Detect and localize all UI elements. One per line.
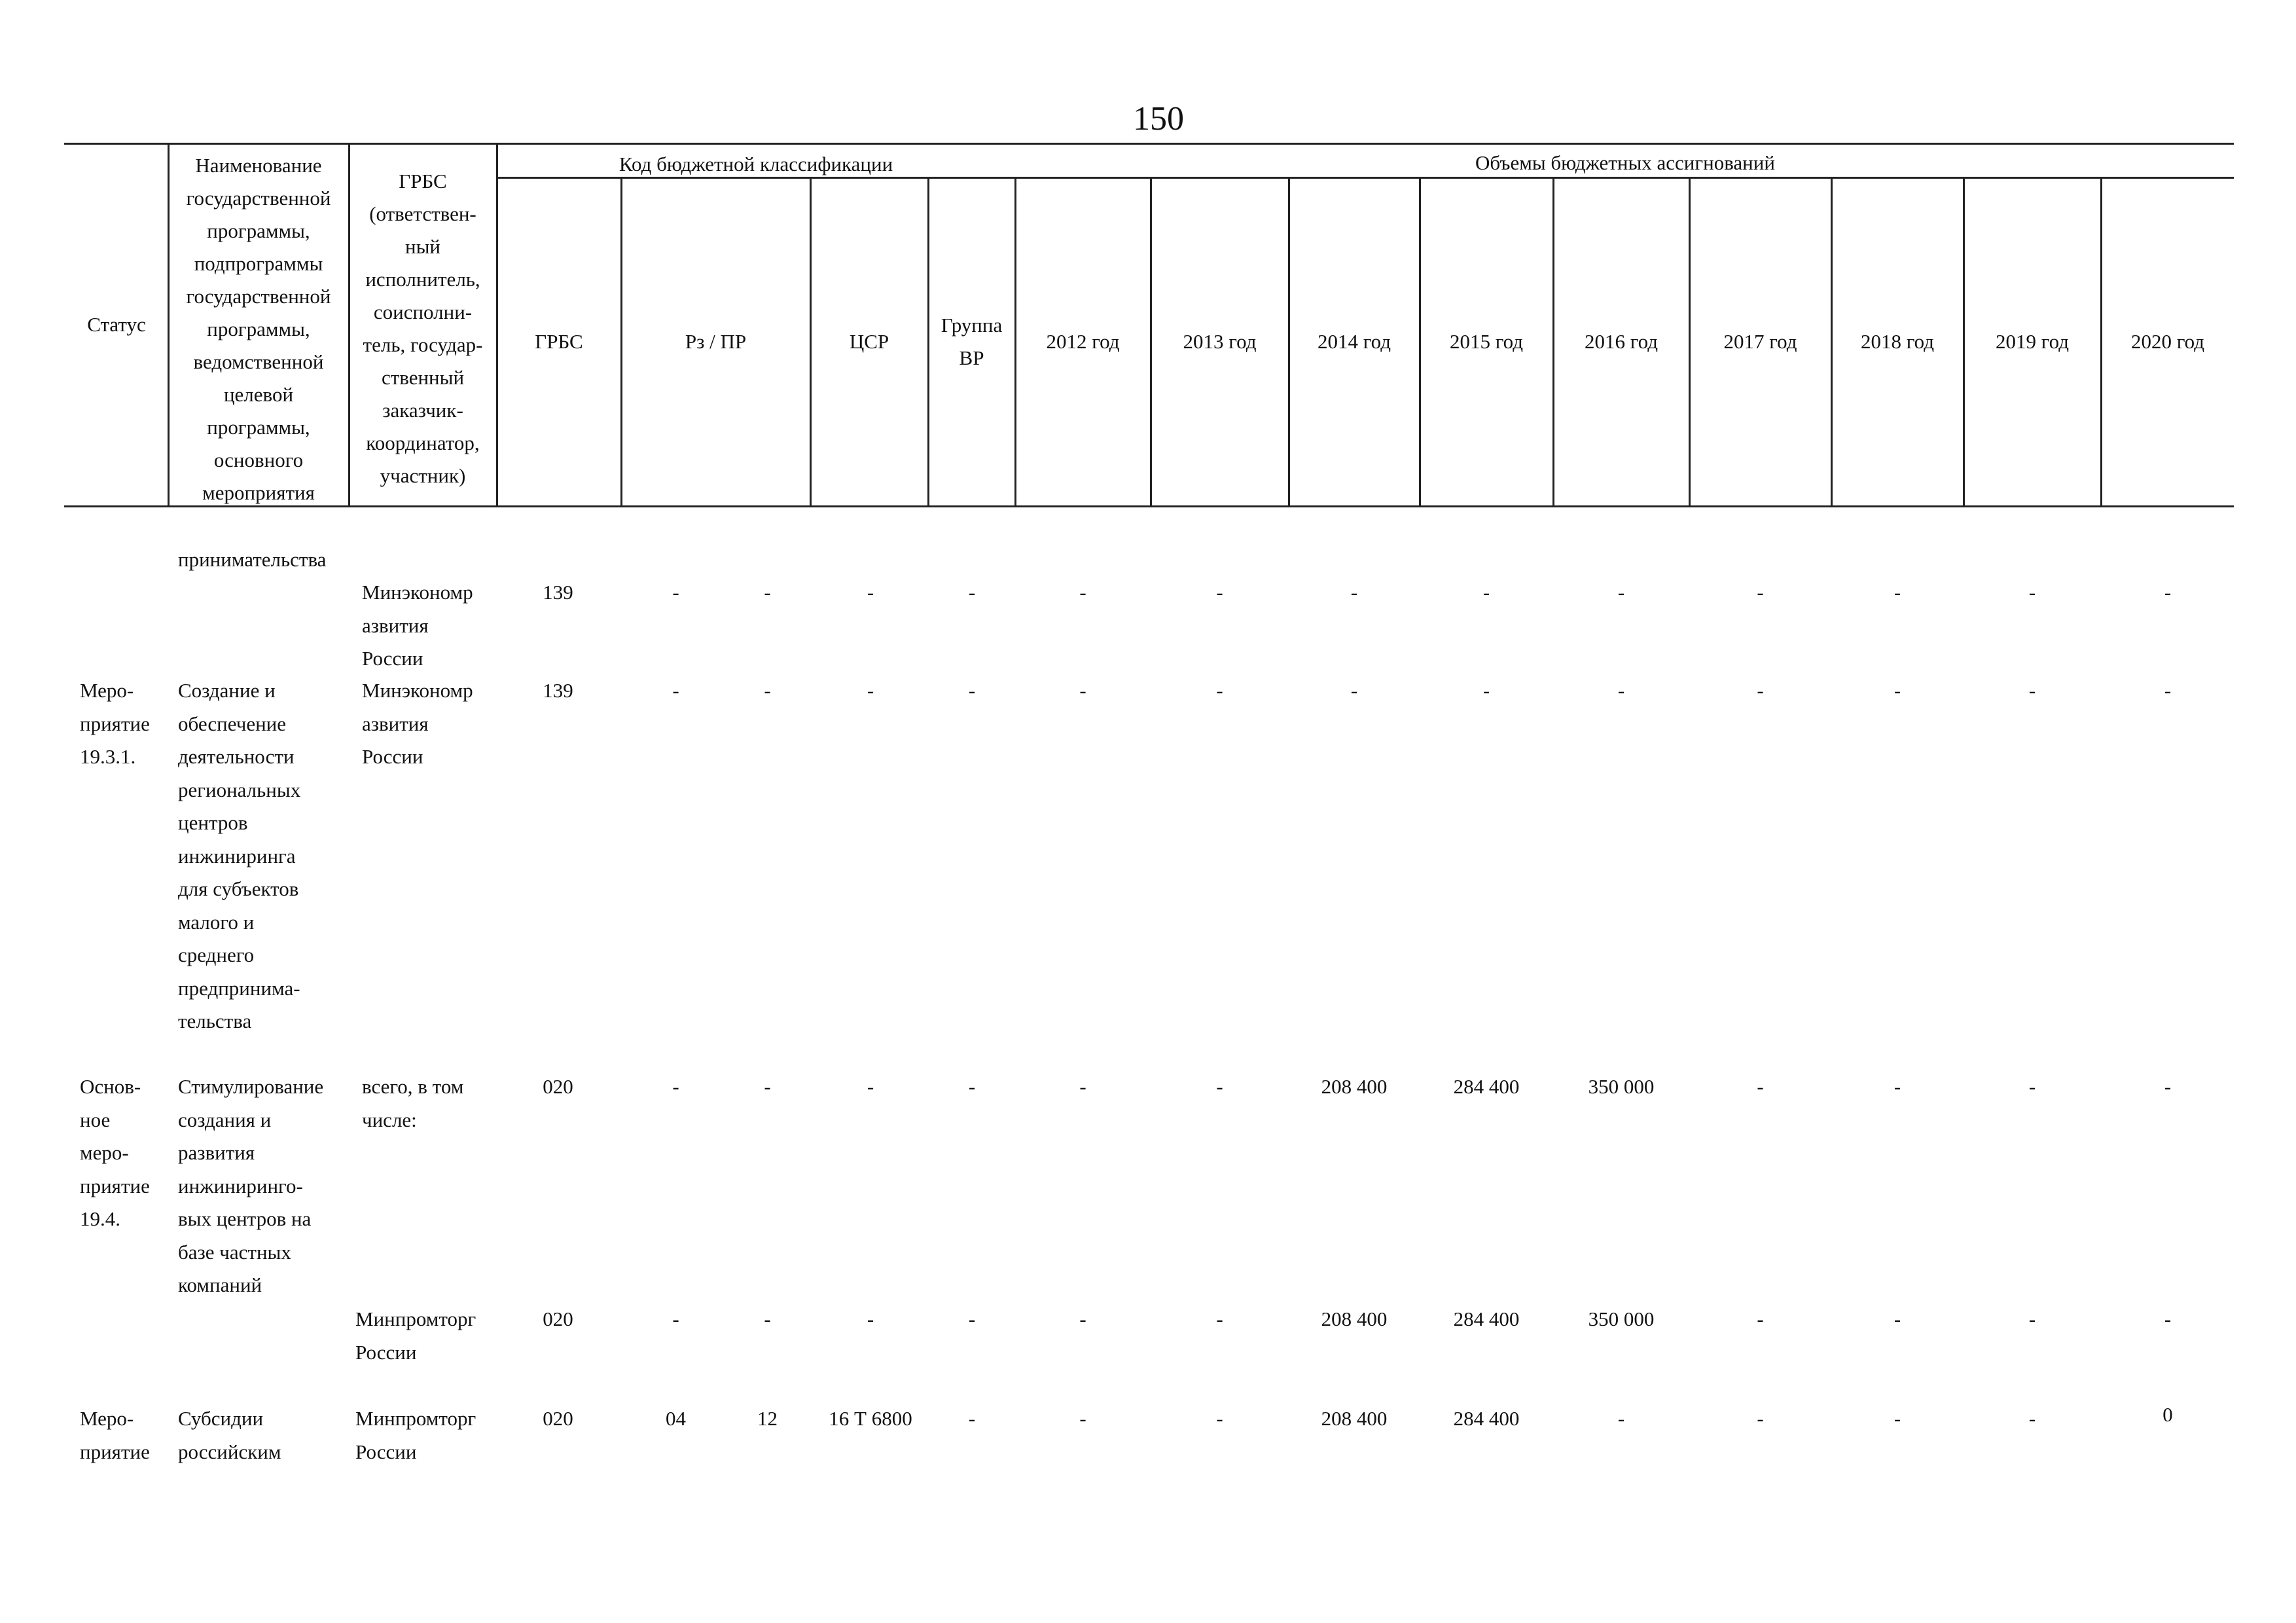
header-year: 2013 год bbox=[1183, 330, 1257, 353]
row-year-value: - bbox=[1617, 581, 1625, 604]
header-year: 2014 год bbox=[1317, 330, 1391, 353]
row-year-value: 350 000 bbox=[1588, 1307, 1655, 1330]
row-year-value: - bbox=[1079, 1407, 1086, 1430]
row-grbs: 139 bbox=[543, 581, 573, 604]
row-name: Создание и обеспечение деятельности региональных центров инжиниринга для субъектов малого и среднего предпринима- тельства bbox=[178, 679, 301, 1032]
header-name: Наименование государственной программы, подпрограммы государственной программы, ведомственной целевой программы, основного мероприятия bbox=[186, 154, 331, 504]
row-status: Меро- приятие 19.3.1. bbox=[80, 679, 150, 768]
row-year-value: 0 bbox=[2162, 1403, 2173, 1426]
row-year-value: - bbox=[1482, 581, 1490, 604]
row-year-value: - bbox=[2028, 1407, 2036, 1430]
row-pr: - bbox=[764, 1075, 771, 1098]
row-year-value: - bbox=[1893, 581, 1901, 604]
header-status: Статус bbox=[87, 313, 146, 336]
row-year-value: - bbox=[1216, 1075, 1223, 1098]
row-name: Субсидии российским bbox=[178, 1407, 281, 1463]
row-year-value: - bbox=[1350, 679, 1358, 702]
row-status: Основ- ное меро- приятие 19.4. bbox=[80, 1075, 150, 1230]
row-vr: - bbox=[968, 1075, 976, 1098]
row-year-value: - bbox=[1757, 1407, 1764, 1430]
header-group-code: Код бюджетной классификации bbox=[619, 153, 893, 175]
row-year-value: - bbox=[1079, 679, 1086, 702]
row-year-value: - bbox=[1216, 1407, 1223, 1430]
row-year-value: - bbox=[1757, 581, 1764, 604]
header-year: 2019 год bbox=[1995, 330, 2070, 353]
row-csr: - bbox=[867, 1075, 874, 1098]
row-year-value: 350 000 bbox=[1588, 1075, 1655, 1098]
row-grbs: 020 bbox=[543, 1407, 573, 1430]
row-rz: - bbox=[672, 581, 679, 604]
row-year-value: - bbox=[1350, 581, 1358, 604]
row-pr: - bbox=[764, 581, 771, 604]
header-year: 2015 год bbox=[1449, 330, 1524, 353]
row-year-value: - bbox=[1893, 679, 1901, 702]
row-year-value: - bbox=[2028, 1075, 2036, 1098]
row-vr: - bbox=[968, 679, 976, 702]
header-col-vr: Группа ВР bbox=[941, 314, 1003, 369]
row-year-value: - bbox=[1757, 679, 1764, 702]
row-csr: - bbox=[867, 581, 874, 604]
row-year-value: - bbox=[1216, 1307, 1223, 1330]
row-year-value: - bbox=[1079, 1307, 1086, 1330]
row-year-value: - bbox=[1757, 1075, 1764, 1098]
row-year-value: - bbox=[2164, 581, 2172, 604]
header-grbs-role: ГРБС (ответствен- ный исполнитель, соисполни- тель, государ- ственный заказчик- координатор, участник) bbox=[363, 170, 483, 487]
row-year-value: 208 400 bbox=[1321, 1407, 1388, 1430]
row-year-value: - bbox=[1079, 1075, 1086, 1098]
row-year-value: - bbox=[1893, 1407, 1901, 1430]
row-csr: 16 Т 6800 bbox=[829, 1407, 912, 1430]
row-year-value: 284 400 bbox=[1453, 1407, 1520, 1430]
row-rz: - bbox=[672, 1307, 679, 1330]
row-year-value: - bbox=[1216, 679, 1223, 702]
row-year-value: 208 400 bbox=[1321, 1307, 1388, 1330]
row-rz: - bbox=[672, 1075, 679, 1098]
header-year: 2018 год bbox=[1860, 330, 1935, 353]
row-year-value: - bbox=[1893, 1075, 1901, 1098]
row-year-value: - bbox=[1617, 1407, 1625, 1430]
row-year-value: 284 400 bbox=[1453, 1307, 1520, 1330]
row-executor: Минпромторг России bbox=[355, 1307, 476, 1364]
header-col-rzpr: Рз / ПР bbox=[685, 330, 747, 353]
row-year-value: - bbox=[2028, 679, 2036, 702]
row-grbs: 139 bbox=[543, 679, 573, 702]
header-bottom-rule bbox=[64, 505, 2234, 507]
header-col-csr: ЦСР bbox=[849, 330, 889, 353]
row-year-value: - bbox=[2028, 1307, 2036, 1330]
row-pr: - bbox=[764, 679, 771, 702]
row-pr: 12 bbox=[757, 1407, 778, 1430]
header-year: 2020 год bbox=[2130, 330, 2205, 353]
row-year-value: - bbox=[1216, 581, 1223, 604]
row-executor: Минэкономр азвития России bbox=[362, 679, 473, 768]
row-csr: - bbox=[867, 1307, 874, 1330]
row-year-value: - bbox=[2164, 679, 2172, 702]
row-name: Стимулирование создания и развития инжиниринго- вых центров на базе частных компаний bbox=[178, 1075, 324, 1296]
row-csr: - bbox=[867, 679, 874, 702]
header-col-grbs: ГРБС bbox=[535, 330, 583, 353]
row-grbs: 020 bbox=[543, 1307, 573, 1330]
row-rz: 04 bbox=[666, 1407, 686, 1430]
header-year: 2016 год bbox=[1584, 330, 1659, 353]
row-status: Меро- приятие bbox=[80, 1407, 150, 1463]
row-year-value: - bbox=[2164, 1307, 2172, 1330]
row-year-value: - bbox=[1757, 1307, 1764, 1330]
page-number: 150 bbox=[1133, 100, 1184, 137]
row-grbs: 020 bbox=[543, 1075, 573, 1098]
row-name: принимательства bbox=[178, 548, 327, 571]
row-vr: - bbox=[968, 1407, 976, 1430]
header-year: 2012 год bbox=[1046, 330, 1120, 353]
header-year: 2017 год bbox=[1723, 330, 1797, 353]
header-top-rule bbox=[64, 143, 2234, 145]
row-year-value: 208 400 bbox=[1321, 1075, 1388, 1098]
header-group-volumes: Объемы бюджетных ассигнований bbox=[1475, 151, 1775, 174]
row-year-value: - bbox=[1079, 581, 1086, 604]
row-executor: всего, в том числе: bbox=[362, 1075, 464, 1131]
row-year-value: - bbox=[2028, 581, 2036, 604]
row-rz: - bbox=[672, 679, 679, 702]
row-year-value: - bbox=[1893, 1307, 1901, 1330]
row-year-value: 284 400 bbox=[1453, 1075, 1520, 1098]
row-vr: - bbox=[968, 1307, 976, 1330]
row-year-value: - bbox=[2164, 1075, 2172, 1098]
row-pr: - bbox=[764, 1307, 771, 1330]
row-executor: Минэкономр азвития России bbox=[362, 581, 473, 670]
row-year-value: - bbox=[1617, 679, 1625, 702]
row-year-value: - bbox=[1482, 679, 1490, 702]
row-executor: Минпромторг России bbox=[355, 1407, 476, 1463]
row-vr: - bbox=[968, 581, 976, 604]
